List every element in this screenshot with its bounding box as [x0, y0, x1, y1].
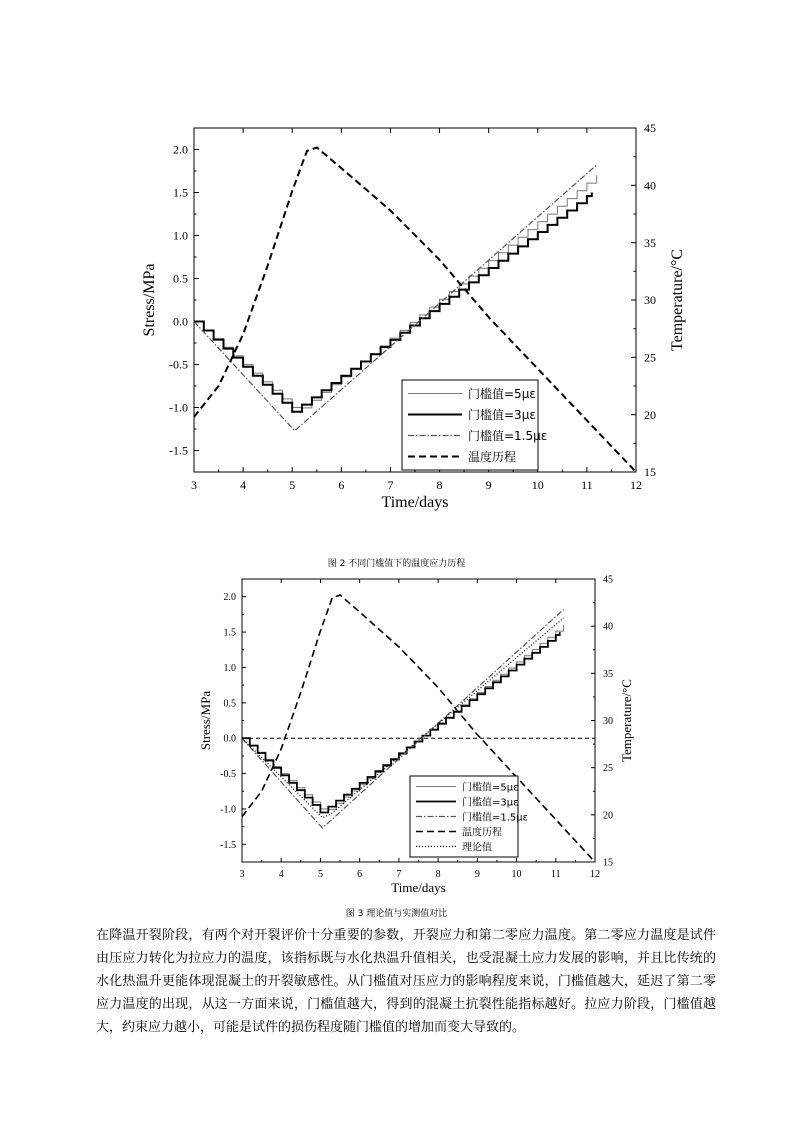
legend-label: 温度历程: [468, 450, 517, 465]
y2-tick-label: 30: [603, 716, 613, 727]
x-tick-label: 8: [436, 478, 443, 492]
y-tick-label: 1.5: [223, 627, 236, 639]
y-tick-label: 0.5: [223, 698, 236, 710]
x-tick-label: 9: [474, 869, 480, 880]
x-tick-label: 5: [289, 478, 296, 492]
x-tick-label: 4: [240, 478, 247, 492]
x-tick-label: 3: [191, 478, 197, 492]
x-tick-label: 10: [531, 478, 544, 492]
y2-tick-label: 15: [644, 465, 656, 480]
y-axis-label: Stress/MPa: [198, 690, 213, 751]
x-tick-label: 7: [387, 478, 394, 492]
y2-tick-label: 30: [644, 293, 656, 308]
x-tick-label: 8: [435, 869, 441, 880]
y-tick-label: -0.5: [220, 769, 236, 781]
y2-tick-label: 45: [603, 574, 613, 586]
y-tick-label: -1.0: [220, 804, 236, 816]
y-tick-label: -1.5: [169, 443, 188, 458]
y-tick-label: 1.0: [223, 662, 236, 674]
x-tick-label: 11: [581, 478, 593, 492]
y2-tick-label: 25: [644, 350, 656, 365]
y-tick-label: 0.0: [173, 314, 188, 329]
y-tick-label: 1.0: [173, 228, 188, 243]
legend-label: 门槛值=1.5με: [468, 429, 548, 444]
y2-tick-label: 20: [603, 810, 613, 822]
legend-label: 门槛值=3με: [462, 797, 519, 809]
legend-label: 温度历程: [462, 827, 502, 839]
legend-label: 理论值: [462, 842, 492, 854]
y-axis-label: Stress/MPa: [141, 263, 158, 337]
y-tick-label: -1.5: [220, 839, 236, 851]
y2-tick-label: 25: [603, 763, 613, 775]
x-tick-label: 3: [239, 869, 245, 880]
x-tick-label: 9: [485, 478, 492, 492]
x-tick-label: 6: [338, 478, 345, 492]
x-tick-label: 12: [590, 869, 600, 880]
y2-tick-label: 40: [603, 621, 613, 633]
x-tick-label: 6: [357, 869, 363, 880]
y-tick-label: -1.0: [169, 400, 188, 415]
x-axis-label: Time/days: [391, 880, 446, 895]
x-tick-label: 12: [630, 478, 642, 492]
y-tick-label: -0.5: [169, 357, 188, 372]
legend-label: 门槛值=1.5με: [462, 812, 529, 824]
x-tick-label: 5: [317, 869, 323, 880]
y2-tick-label: 35: [603, 668, 613, 680]
x-tick-label: 11: [550, 869, 561, 880]
x-axis-label: Time/days: [381, 494, 449, 511]
x-tick-label: 7: [396, 869, 402, 880]
y2-tick-label: 40: [644, 178, 656, 193]
x-tick-label: 10: [511, 869, 522, 880]
legend-label: 门槛值=3με: [468, 408, 536, 423]
y-tick-label: 2.0: [173, 142, 188, 157]
figure-3-caption: 图 3 理论值与实测值对比: [345, 909, 448, 919]
body-paragraph: 在降温开裂阶段，有两个对开裂评价十分重要的参数，开裂应力和第二零应力温度。第二零应力温度是试件由压应力转化为拉应力的温度，该指标既与水化热温升值相关，也受混凝土应力发展的影响，并且比传统的水化热温升更能体现混凝土的开裂敏感性。从门槛值对压应力的影响程度来说，门槛值越大，延迟了第二零应力温度的出现，从这一方面来说，门槛值越大，得到的混凝土抗裂性能指标越好。拉应力阶段，门槛值越大，约束应力越小，可能是试件的损伤程度随门槛值的增加而变大导致的。: [96, 928, 716, 1035]
y2-tick-label: 20: [644, 407, 656, 422]
y2-tick-label: 45: [644, 121, 656, 136]
legend-label: 门槛值=5με: [468, 387, 536, 402]
x-tick-label: 4: [278, 869, 284, 880]
y-tick-label: 1.5: [173, 185, 188, 200]
figure-2-caption: 图 2 不同门槛值下的温度应力历程: [327, 559, 466, 569]
y2-tick-label: 15: [603, 857, 613, 869]
legend-label: 门槛值=5με: [462, 782, 519, 794]
y2-axis-label: Temperature/°C: [619, 679, 634, 762]
y-tick-label: 2.0: [223, 592, 236, 604]
y-tick-label: 0.5: [173, 271, 188, 286]
y-tick-label: 0.0: [223, 733, 236, 745]
y2-axis-label: Temperature/°C: [669, 248, 686, 352]
y2-tick-label: 35: [644, 235, 656, 250]
